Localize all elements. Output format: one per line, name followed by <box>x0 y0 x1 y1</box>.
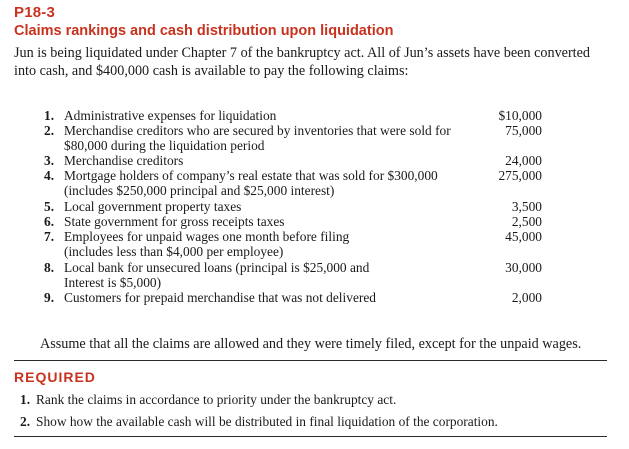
claim-number: 3. <box>44 153 55 168</box>
claim-line: Interest is $5,000) <box>64 275 162 290</box>
claim-description <box>64 168 474 198</box>
claim-line: Local government property taxes <box>64 199 242 214</box>
claim-amount: 2,000 <box>511 290 542 305</box>
claim-number: 2. <box>44 123 55 138</box>
claim-number: 5. <box>44 199 55 214</box>
claim-amount: 45,000 <box>505 229 542 244</box>
claim-line: Merchandise creditors <box>64 153 184 168</box>
claim-line: Customers for prepaid merchandise that was not delivered <box>64 290 376 305</box>
claim-amount: 75,000 <box>505 123 542 138</box>
required-number: 2. <box>20 414 31 429</box>
section-divider <box>14 436 607 437</box>
claim-description <box>64 199 474 214</box>
claim-number: 9. <box>44 290 55 305</box>
claim-description <box>64 108 474 123</box>
claim-line: State government for gross receipts taxes <box>64 214 285 229</box>
claim-line: (includes $250,000 principal and $25,000 interest) <box>64 183 335 198</box>
required-text: Show how the available cash will be distributed in final liquidation of the corporation. <box>36 414 498 429</box>
claim-description <box>64 260 474 290</box>
problem-title: Claims rankings and cash distribution upon liquidation <box>14 23 394 39</box>
claim-number: 4. <box>44 168 55 183</box>
claim-description <box>64 229 474 259</box>
claim-line: $80,000 during the liquidation period <box>64 138 265 153</box>
claim-amount: 275,000 <box>498 168 542 183</box>
claim-line: Local bank for unsecured loans (principal is $25,000 and <box>64 260 370 275</box>
claim-number: 8. <box>44 260 55 275</box>
claim-amount: 30,000 <box>505 260 542 275</box>
claim-description <box>64 290 474 305</box>
problem-number: P18-3 <box>14 4 56 21</box>
claim-line: Merchandise creditors who are secured by inventories that were sold for <box>64 123 451 138</box>
claim-description <box>64 214 474 229</box>
claim-line: Employees for unpaid wages one month before filing <box>64 229 350 244</box>
required-number: 1. <box>20 392 31 407</box>
required-heading: REQUIRED <box>14 369 96 385</box>
section-divider <box>14 360 607 361</box>
claim-number: 1. <box>44 108 55 123</box>
claim-amount: $10,000 <box>498 108 542 123</box>
problem-intro: Jun is being liquidated under Chapter 7 of the bankruptcy act. All of Jun’s assets have been converted into cash, and $400,000 cash is available to pay the following claims: <box>14 45 591 79</box>
claim-line: Administrative expenses for liquidation <box>64 108 277 123</box>
claim-description <box>64 123 474 153</box>
claim-amount: 3,500 <box>511 199 542 214</box>
claim-amount: 24,000 <box>505 153 542 168</box>
assumption-text: Assume that all the claims are allowed and they were timely filed, except for the unpaid wages. <box>40 336 582 352</box>
claim-line: (includes less than $4,000 per employee) <box>64 244 284 259</box>
claim-description <box>64 153 474 168</box>
claim-number: 6. <box>44 214 55 229</box>
claim-amount: 2,500 <box>511 214 542 229</box>
required-text: Rank the claims in accordance to priority under the bankruptcy act. <box>36 392 397 407</box>
claim-number: 7. <box>44 229 55 244</box>
claim-line: Mortgage holders of company’s real estate that was sold for $300,000 <box>64 168 438 183</box>
